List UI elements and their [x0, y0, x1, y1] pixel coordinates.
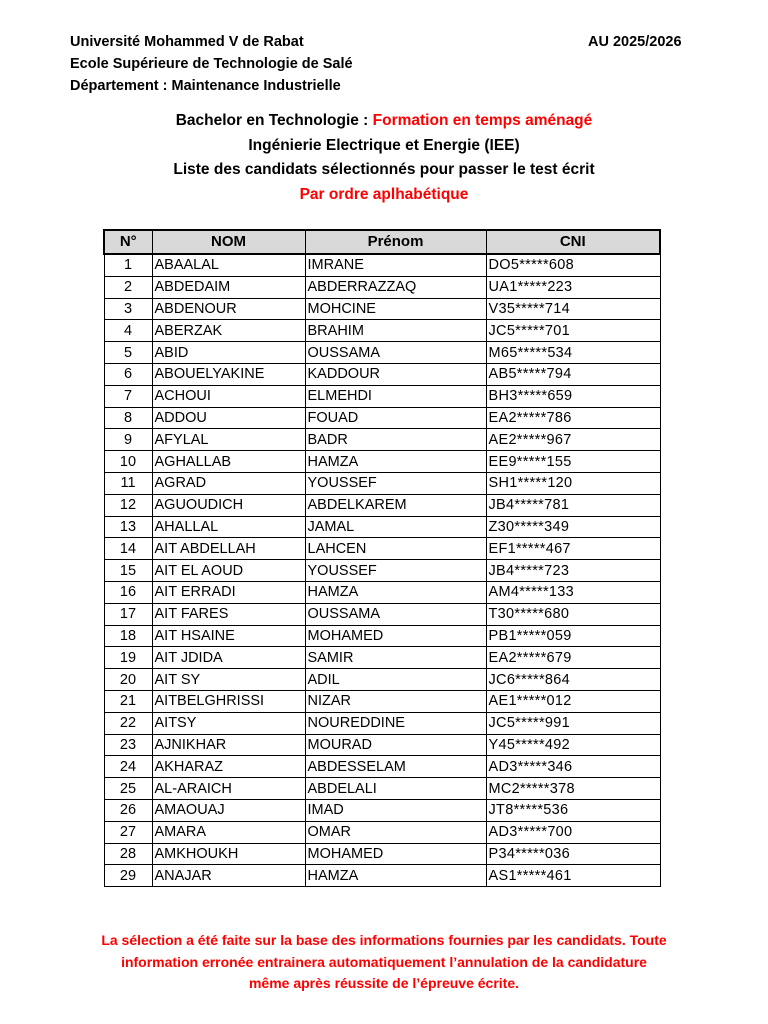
candidate-cni: Z30*****349	[486, 516, 660, 538]
row-number: 18	[104, 625, 152, 647]
candidate-cni: JB4*****723	[486, 560, 660, 582]
department-name: Département : Maintenance Industrielle	[70, 78, 341, 94]
candidate-prenom: OUSSAMA	[305, 603, 486, 625]
notice-line-3: même après réussite de l’épreuve écrite.	[248, 975, 520, 991]
row-number: 11	[104, 472, 152, 494]
candidate-prenom: JAMAL	[305, 516, 486, 538]
notice-line-1: La sélection a été faite sur la base des informations fournies par les candidats. Toute	[101, 932, 667, 948]
candidate-nom: ABOUELYAKINE	[152, 363, 305, 385]
table-row	[104, 385, 660, 407]
candidate-nom: ABID	[152, 342, 305, 364]
table-row	[104, 581, 660, 603]
school-name: Ecole Supérieure de Technologie de Salé	[70, 56, 353, 72]
row-number: 25	[104, 778, 152, 800]
row-number: 26	[104, 799, 152, 821]
table-row	[104, 603, 660, 625]
candidate-prenom: YOUSSEF	[305, 560, 486, 582]
table-row	[104, 647, 660, 669]
candidate-cni: JC6*****864	[486, 669, 660, 691]
notice-line-2: information erronée entrainera automatiquement l’annulation de la candidature	[121, 953, 647, 970]
candidate-cni: AB5*****794	[486, 363, 660, 385]
order-note: Par ordre aplhabétique	[299, 185, 469, 203]
table-body	[104, 254, 660, 887]
candidate-nom: AIT ERRADI	[152, 581, 305, 603]
table-row	[104, 756, 660, 778]
candidate-nom: AMAOUAJ	[152, 799, 305, 821]
candidate-prenom: LAHCEN	[305, 538, 486, 560]
candidate-nom: AGRAD	[152, 472, 305, 494]
candidate-prenom: ABDESSELAM	[305, 756, 486, 778]
column-header-number: N°	[104, 230, 152, 254]
table-row	[104, 429, 660, 451]
table-row	[104, 320, 660, 342]
candidate-prenom: YOUSSEF	[305, 472, 486, 494]
row-number: 12	[104, 494, 152, 516]
row-number: 10	[104, 451, 152, 473]
table-row	[104, 342, 660, 364]
table-row	[104, 843, 660, 865]
table-row	[104, 669, 660, 691]
candidate-cni: DO5*****608	[486, 254, 660, 276]
candidate-nom: ABDENOUR	[152, 298, 305, 320]
row-number: 24	[104, 756, 152, 778]
row-number: 8	[104, 407, 152, 429]
table-row	[104, 538, 660, 560]
table-row	[104, 560, 660, 582]
row-number: 1	[104, 254, 152, 276]
list-title: Liste des candidats sélectionnés pour passer le test écrit	[173, 161, 595, 178]
table-row	[104, 494, 660, 516]
candidate-prenom: NOUREDDINE	[305, 712, 486, 734]
table-row	[104, 298, 660, 320]
row-number: 29	[104, 865, 152, 887]
program-mode: Formation en temps aménagé	[372, 112, 593, 129]
institution-header	[70, 31, 353, 97]
table-row	[104, 407, 660, 429]
row-number: 4	[104, 320, 152, 342]
candidate-cni: EE9*****155	[486, 451, 660, 473]
candidate-nom: AKHARAZ	[152, 756, 305, 778]
table-row	[104, 516, 660, 538]
candidate-nom: ADDOU	[152, 407, 305, 429]
candidate-nom: AIT FARES	[152, 603, 305, 625]
table-row	[104, 865, 660, 887]
candidate-cni: JC5*****991	[486, 712, 660, 734]
program-prefix: Bachelor en Technologie :	[175, 112, 373, 129]
candidate-cni: AE1*****012	[486, 690, 660, 712]
candidate-nom: AITSY	[152, 712, 305, 734]
row-number: 16	[104, 581, 152, 603]
candidate-nom: AJNIKHAR	[152, 734, 305, 756]
candidate-prenom: HAMZA	[305, 865, 486, 887]
candidate-prenom: ABDELKAREM	[305, 494, 486, 516]
candidate-cni: T30*****680	[486, 603, 660, 625]
candidate-prenom: ADIL	[305, 669, 486, 691]
university-name: Université Mohammed V de Rabat	[70, 34, 304, 50]
candidate-nom: ANAJAR	[152, 865, 305, 887]
candidate-nom: AMKHOUKH	[152, 843, 305, 865]
candidate-prenom: HAMZA	[305, 451, 486, 473]
candidate-prenom: MOURAD	[305, 734, 486, 756]
table-header-row	[104, 230, 660, 254]
row-number: 15	[104, 560, 152, 582]
candidate-nom: AFYLAL	[152, 429, 305, 451]
candidate-cni: EF1*****467	[486, 538, 660, 560]
row-number: 23	[104, 734, 152, 756]
column-header-prenom: Prénom	[305, 230, 486, 254]
candidate-cni: SH1*****120	[486, 472, 660, 494]
candidate-prenom: FOUAD	[305, 407, 486, 429]
row-number: 2	[104, 276, 152, 298]
row-number: 27	[104, 821, 152, 843]
academic-year: AU 2025/2026	[588, 34, 682, 50]
table-row	[104, 712, 660, 734]
column-header-nom: NOM	[152, 230, 305, 254]
candidate-nom: AL-ARAICH	[152, 778, 305, 800]
candidate-nom: ABDEDAIM	[152, 276, 305, 298]
selection-notice	[0, 930, 768, 995]
candidate-nom: AITBELGHRISSI	[152, 690, 305, 712]
table-row	[104, 690, 660, 712]
candidate-cni: AM4*****133	[486, 581, 660, 603]
candidate-prenom: NIZAR	[305, 690, 486, 712]
table-row	[104, 778, 660, 800]
table-row	[104, 363, 660, 385]
table-row	[104, 799, 660, 821]
candidate-prenom: OMAR	[305, 821, 486, 843]
candidate-cni: P34*****036	[486, 843, 660, 865]
candidate-prenom: MOHAMED	[305, 625, 486, 647]
candidate-cni: MC2*****378	[486, 778, 660, 800]
candidate-cni: M65*****534	[486, 342, 660, 364]
table-row	[104, 821, 660, 843]
candidate-cni: PB1*****059	[486, 625, 660, 647]
candidate-prenom: KADDOUR	[305, 363, 486, 385]
candidate-prenom: ELMEHDI	[305, 385, 486, 407]
row-number: 5	[104, 342, 152, 364]
document-titles	[0, 109, 768, 207]
candidate-prenom: IMRANE	[305, 254, 486, 276]
candidate-nom: ABERZAK	[152, 320, 305, 342]
row-number: 6	[104, 363, 152, 385]
candidate-cni: BH3*****659	[486, 385, 660, 407]
row-number: 14	[104, 538, 152, 560]
candidate-prenom: ABDERRAZZAQ	[305, 276, 486, 298]
row-number: 13	[104, 516, 152, 538]
table-row	[104, 254, 660, 276]
candidate-nom: AIT ABDELLAH	[152, 538, 305, 560]
specialty-title: Ingénierie Electrique et Energie (IEE)	[248, 136, 520, 154]
candidate-cni: AD3*****346	[486, 756, 660, 778]
candidate-nom: ABAALAL	[152, 254, 305, 276]
row-number: 19	[104, 647, 152, 669]
candidates-table	[103, 229, 661, 887]
table-row	[104, 625, 660, 647]
candidate-prenom: OUSSAMA	[305, 342, 486, 364]
candidate-nom: AHALLAL	[152, 516, 305, 538]
candidate-nom: ACHOUI	[152, 385, 305, 407]
candidate-cni: UA1*****223	[486, 276, 660, 298]
candidate-cni: JC5*****701	[486, 320, 660, 342]
row-number: 3	[104, 298, 152, 320]
column-header-cni: CNI	[486, 230, 660, 254]
candidate-cni: AS1*****461	[486, 865, 660, 887]
candidate-cni: AE2*****967	[486, 429, 660, 451]
program-line	[0, 109, 768, 134]
candidate-prenom: SAMIR	[305, 647, 486, 669]
table-row	[104, 276, 660, 298]
candidate-prenom: BADR	[305, 429, 486, 451]
row-number: 20	[104, 669, 152, 691]
row-number: 22	[104, 712, 152, 734]
table-row	[104, 451, 660, 473]
candidate-cni: EA2*****679	[486, 647, 660, 669]
candidate-prenom: BRAHIM	[305, 320, 486, 342]
candidate-prenom: MOHAMED	[305, 843, 486, 865]
candidate-nom: AIT JDIDA	[152, 647, 305, 669]
row-number: 9	[104, 429, 152, 451]
candidate-nom: AIT HSAINE	[152, 625, 305, 647]
candidate-nom: AIT SY	[152, 669, 305, 691]
candidate-nom: AIT EL AOUD	[152, 560, 305, 582]
candidate-nom: AGHALLAB	[152, 451, 305, 473]
candidate-cni: JT8*****536	[486, 799, 660, 821]
candidate-prenom: MOHCINE	[305, 298, 486, 320]
candidate-nom: AGUOUDICH	[152, 494, 305, 516]
candidate-prenom: ABDELALI	[305, 778, 486, 800]
table-row	[104, 734, 660, 756]
candidate-cni: EA2*****786	[486, 407, 660, 429]
candidate-cni: AD3*****700	[486, 821, 660, 843]
candidate-nom: AMARA	[152, 821, 305, 843]
candidate-prenom: IMAD	[305, 799, 486, 821]
row-number: 7	[104, 385, 152, 407]
candidate-cni: JB4*****781	[486, 494, 660, 516]
candidate-cni: V35*****714	[486, 298, 660, 320]
candidate-cni: Y45*****492	[486, 734, 660, 756]
row-number: 28	[104, 843, 152, 865]
candidate-prenom: HAMZA	[305, 581, 486, 603]
row-number: 17	[104, 603, 152, 625]
table-row	[104, 472, 660, 494]
row-number: 21	[104, 690, 152, 712]
